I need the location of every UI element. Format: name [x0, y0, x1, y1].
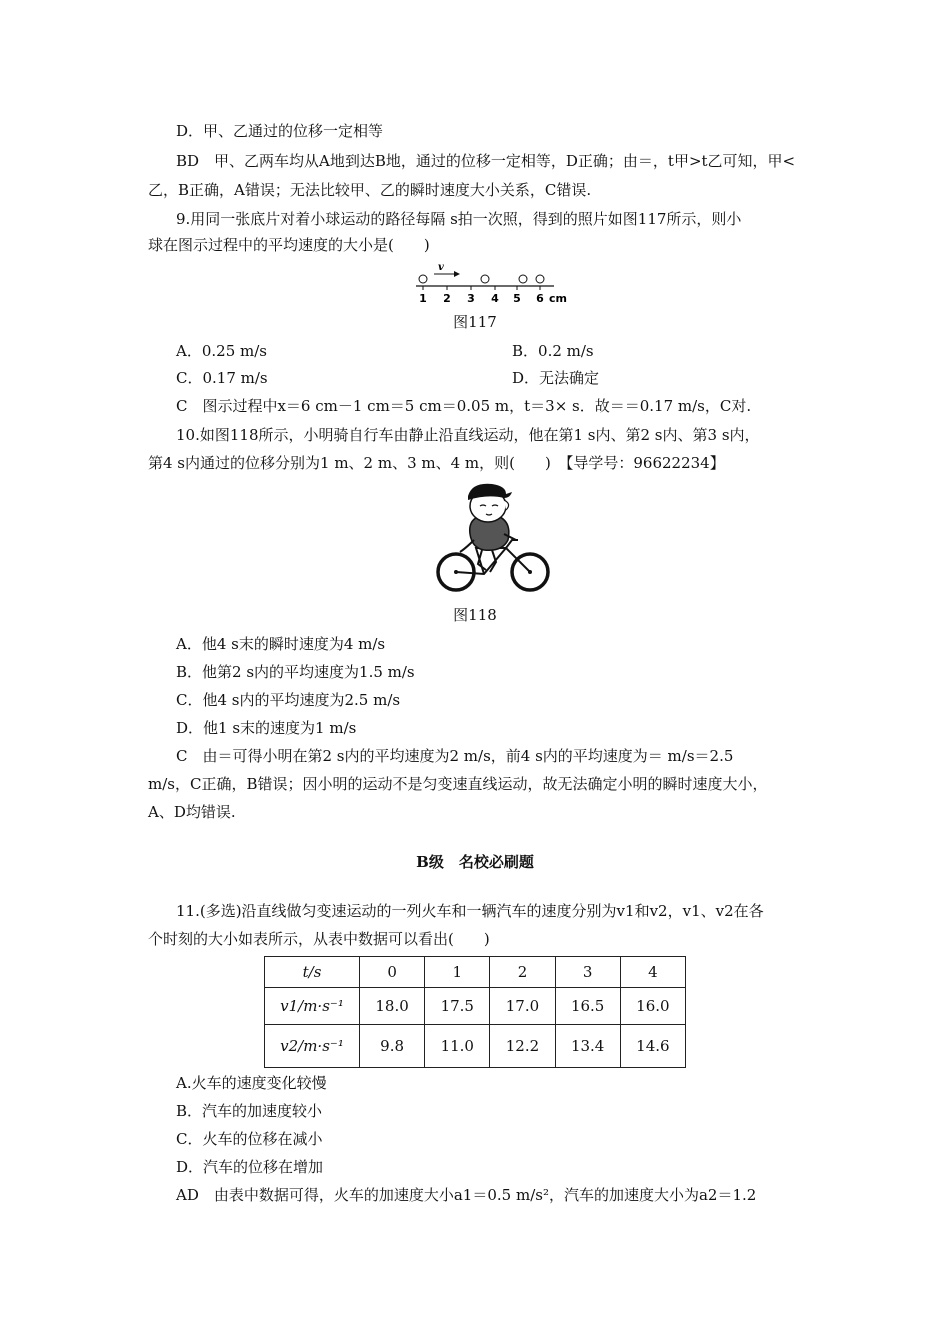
- q10-answer-line3: A、D均错误.: [148, 803, 236, 821]
- table-cell: 13.4: [555, 1025, 620, 1068]
- table-cell: 17.0: [490, 988, 555, 1025]
- q9-stem-line1: 9.用同一张底片对着小球运动的路径每隔 s拍一次照，得到的照片如图117所示，则小: [176, 210, 742, 228]
- q11-option-b: B．汽车的加速度较小: [176, 1102, 323, 1120]
- table-header-row: [265, 957, 686, 988]
- unit-label: cm: [549, 292, 567, 305]
- figure-118-cyclist: [432, 478, 554, 600]
- ball-4: [536, 275, 544, 283]
- velocity-arrowhead-icon: [454, 271, 460, 277]
- table-cell: 12.2: [490, 1025, 555, 1068]
- q10-stem-line1: 10.如图118所示，小明骑自行车由静止沿直线运动，他在第1 s内、第2 s内、第3 s内，: [176, 426, 760, 444]
- ball-1: [419, 275, 427, 283]
- section-title: B级 名校必刷题: [416, 853, 534, 871]
- table-cell: 16.0: [620, 988, 685, 1025]
- figure-117-ball-track: [410, 262, 570, 306]
- q10-option-a: A．他4 s末的瞬时速度为4 m/s: [176, 635, 386, 653]
- q11-stem-line2: 个时刻的大小如表所示，从表中数据可以看出( ): [148, 930, 490, 948]
- table-row: [265, 988, 686, 1025]
- figure-118-caption: 图118: [453, 606, 497, 624]
- figure-117-caption: 图117: [453, 313, 497, 331]
- table-header-cell: 2: [490, 957, 555, 988]
- q10-option-c: C．他4 s内的平均速度为2.5 m/s: [176, 691, 401, 709]
- table-cell: 16.5: [555, 988, 620, 1025]
- q11-answer: AD 由表中数据可得，火车的加速度大小a1＝0.5 m/s²，汽车的加速度大小为a2＝1.2: [176, 1186, 757, 1204]
- tick-label-6: 6: [536, 292, 544, 305]
- q9-option-a: A．0.25 m/s: [176, 342, 267, 360]
- tick-label-1: 1: [419, 292, 427, 305]
- velocity-table: [264, 956, 686, 1068]
- velocity-label: v: [438, 262, 444, 273]
- table-header-cell: 3: [555, 957, 620, 988]
- q9-option-d: D．无法确定: [512, 369, 600, 387]
- q8-answer-line1: BD 甲、乙两车均从A地到达B地，通过的位移一定相等，D正确；由＝，t甲>t乙可知，甲<: [176, 152, 796, 170]
- q10-option-b: B．他第2 s内的平均速度为1.5 m/s: [176, 663, 415, 681]
- table-cell: 11.0: [425, 1025, 490, 1068]
- table-cell: 17.5: [425, 988, 490, 1025]
- table-header-cell: 1: [425, 957, 490, 988]
- q9-option-c: C．0.17 m/s: [176, 369, 268, 387]
- tick-label-3: 3: [467, 292, 475, 305]
- q8-option-d: D．甲、乙通过的位移一定相等: [176, 122, 384, 140]
- table-cell: 18.0: [360, 988, 425, 1025]
- table-cell: v1/m·s⁻¹: [265, 988, 360, 1025]
- ball-3: [519, 275, 527, 283]
- q11-option-a: A.火车的速度变化较慢: [176, 1074, 327, 1092]
- tick-label-2: 2: [443, 292, 451, 305]
- q9-answer: C 图示过程中x＝6 cm－1 cm＝5 cm＝0.05 m，t＝3× s．故＝＝0.17 m/s，C对.: [176, 397, 752, 415]
- table-cell: v2/m·s⁻¹: [265, 1025, 360, 1068]
- table-header-cell: 0: [360, 957, 425, 988]
- q9-option-b: B．0.2 m/s: [512, 342, 594, 360]
- q10-answer-line1: C 由＝可得小明在第2 s内的平均速度为2 m/s，前4 s内的平均速度为＝ m/s＝2.5: [176, 747, 734, 765]
- tick-label-5: 5: [513, 292, 521, 305]
- q11-stem-line1: 11.(多选)沿直线做匀变速运动的一列火车和一辆汽车的速度分别为v1和v2，v1、v2在各: [176, 902, 764, 920]
- table-row: [265, 1025, 686, 1068]
- ball-2: [481, 275, 489, 283]
- tick-label-4: 4: [491, 292, 499, 305]
- q9-stem-line2: 球在图示过程中的平均速度的大小是( ): [148, 236, 430, 254]
- table-header-cell: 4: [620, 957, 685, 988]
- q10-answer-line2: m/s，C正确，B错误；因小明的运动不是匀变速直线运动，故无法确定小明的瞬时速度大小，: [148, 775, 768, 793]
- table-cell: 14.6: [620, 1025, 685, 1068]
- table-header-cell: t/s: [265, 957, 360, 988]
- q8-answer-line2: 乙，B正确，A错误；无法比较甲、乙的瞬时速度大小关系，C错误.: [148, 181, 592, 199]
- q10-option-d: D．他1 s末的速度为1 m/s: [176, 719, 357, 737]
- table-cell: 9.8: [360, 1025, 425, 1068]
- q10-stem-line2: 第4 s内通过的位移分别为1 m、2 m、3 m、4 m，则( ) 【导学号：96622234】: [148, 454, 725, 472]
- q11-option-c: C．火车的位移在减小: [176, 1130, 323, 1148]
- q11-option-d: D．汽车的位移在增加: [176, 1158, 324, 1176]
